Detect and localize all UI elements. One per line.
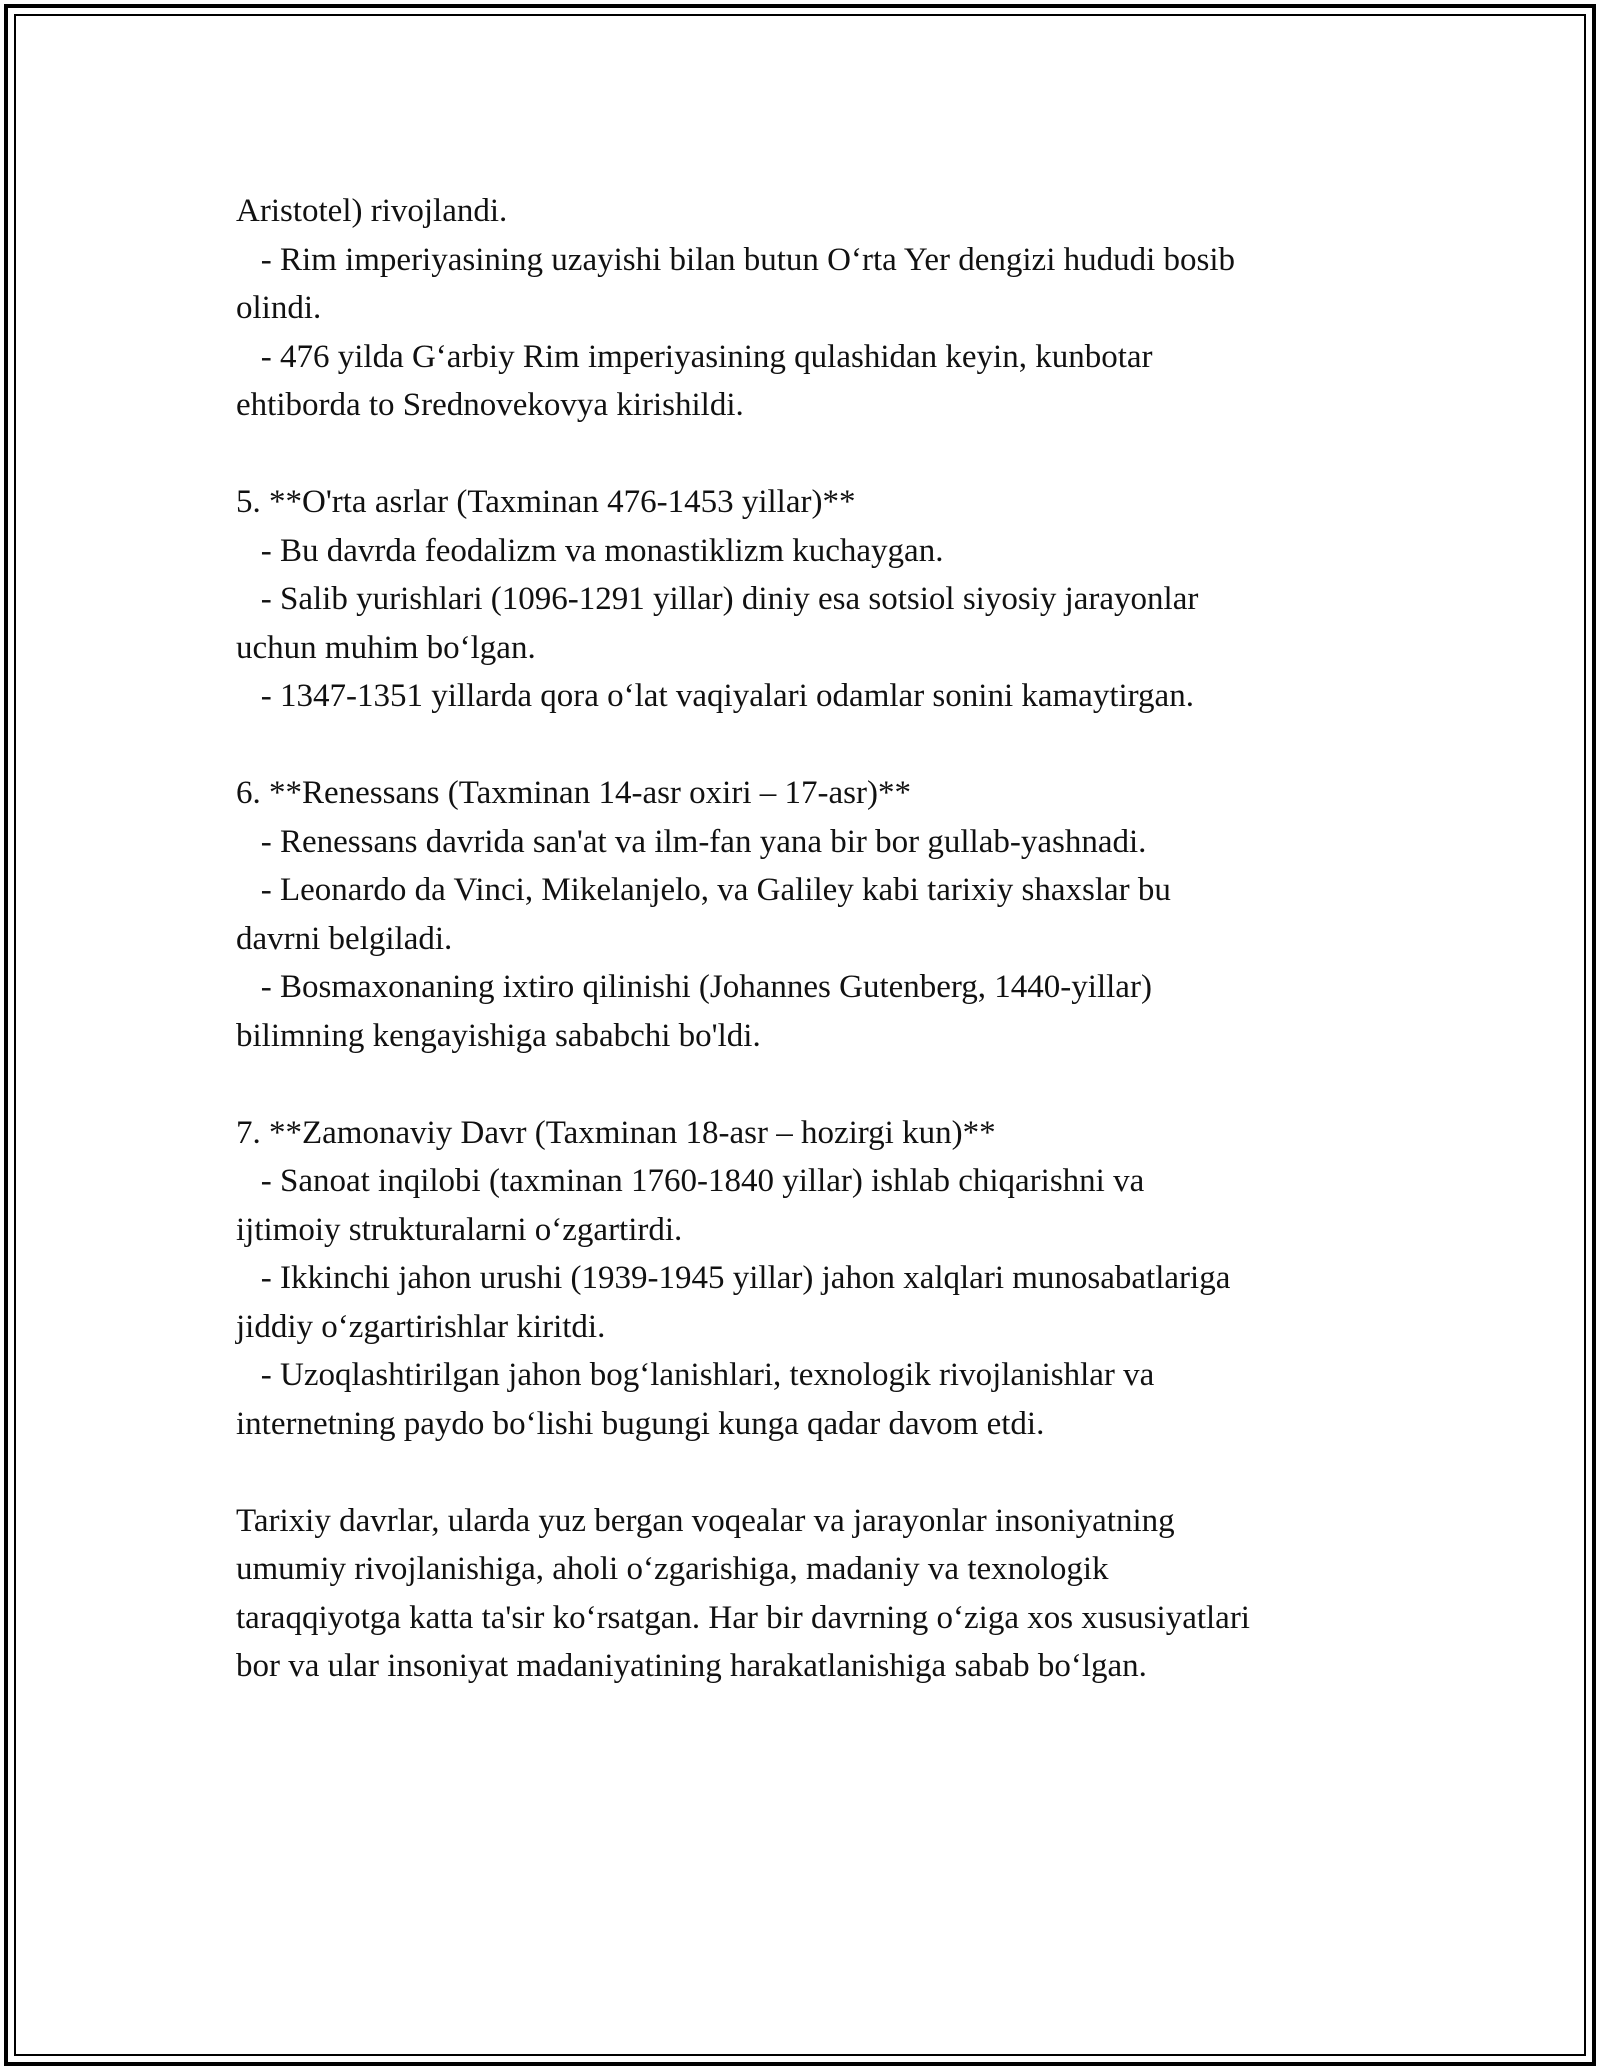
- text-line: olindi.: [236, 290, 322, 326]
- blank-line: [236, 721, 1386, 770]
- text-line: - Renessans davrida san'at va ilm-fan yana bir bor gullab-yashnadi.: [236, 823, 1147, 860]
- text-line: ijtimoiy strukturalarni o‘zgartirdi.: [236, 1211, 683, 1248]
- text-line: - Uzoqlashtirilgan jahon bog‘lanishlari, texnologik rivojlanishlar va: [236, 1357, 1155, 1393]
- text-line: Aristotel) rivojlandi.: [236, 193, 508, 229]
- text-line: - Leonardo da Vinci, Mikelanjelo, va Galiley kabi tarixiy shaxslar bu: [236, 872, 1171, 908]
- text-line: uchun muhim bo‘lgan.: [236, 629, 536, 666]
- text-line: - Sanoat inqilobi (taxminan 1760-1840 yillar) ishlab chiqarishni va: [236, 1163, 1145, 1199]
- text-line: - 476 yilda G‘arbiy Rim imperiyasining qulashidan keyin, kunbotar: [236, 338, 1153, 375]
- text-line: ehtiborda to Srednovekovya kirishildi.: [236, 387, 744, 423]
- text-line: bilimning kengayishiga sababchi bo'ldi.: [236, 1017, 761, 1054]
- text-line: - Salib yurishlari (1096-1291 yillar) diniy esa sotsiol siyosiy jarayonlar: [236, 581, 1199, 617]
- text-line: jiddiy o‘zgartirishlar kiritdi.: [236, 1308, 606, 1345]
- blank-line: [236, 430, 1386, 479]
- conclusion-line: bor va ular insoniyat madaniyatining harakatlanishiga sabab bo‘lgan.: [236, 1648, 1147, 1684]
- document-body: [236, 187, 1386, 1691]
- text-line: - Bu davrda feodalizm va monastiklizm kuchaygan.: [236, 532, 944, 569]
- section-heading-7: 7. **Zamonaviy Davr (Taxminan 18-asr – hozirgi kun)**: [236, 1114, 996, 1151]
- text-line: - Ikkinchi jahon urushi (1939-1945 yillar) jahon xalqlari munosabatlariga: [236, 1260, 1231, 1296]
- text-line: - 1347-1351 yillarda qora o‘lat vaqiyalari odamlar sonini kamaytirgan.: [236, 678, 1194, 714]
- text-line: - Rim imperiyasining uzayishi bilan butun O‘rta Yer dengizi hududi bosib: [236, 241, 1236, 278]
- conclusion-line: Tarixiy davrlar, ularda yuz bergan voqealar va jarayonlar insoniyatning: [236, 1502, 1175, 1539]
- section-heading-5: 5. **O'rta asrlar (Taxminan 476-1453 yillar)**: [236, 484, 856, 520]
- text-line: davrni belgiladi.: [236, 920, 453, 957]
- conclusion-line: taraqqiyotga katta ta'sir ko‘rsatgan. Har bir davrning o‘ziga xos xususiyatlari: [236, 1599, 1250, 1636]
- text-line: internetning paydo bo‘lishi bugungi kunga qadar davom etdi.: [236, 1405, 1045, 1442]
- text-line: - Bosmaxonaning ixtiro qilinishi (Johannes Gutenberg, 1440-yillar): [236, 969, 1152, 1005]
- section-heading-6: 6. **Renessans (Taxminan 14-asr oxiri – 17-asr)**: [236, 775, 911, 811]
- blank-line: [236, 1448, 1386, 1497]
- blank-line: [236, 1060, 1386, 1109]
- conclusion-line: umumiy rivojlanishiga, aholi o‘zgarishiga, madaniy va texnologik: [236, 1551, 1109, 1587]
